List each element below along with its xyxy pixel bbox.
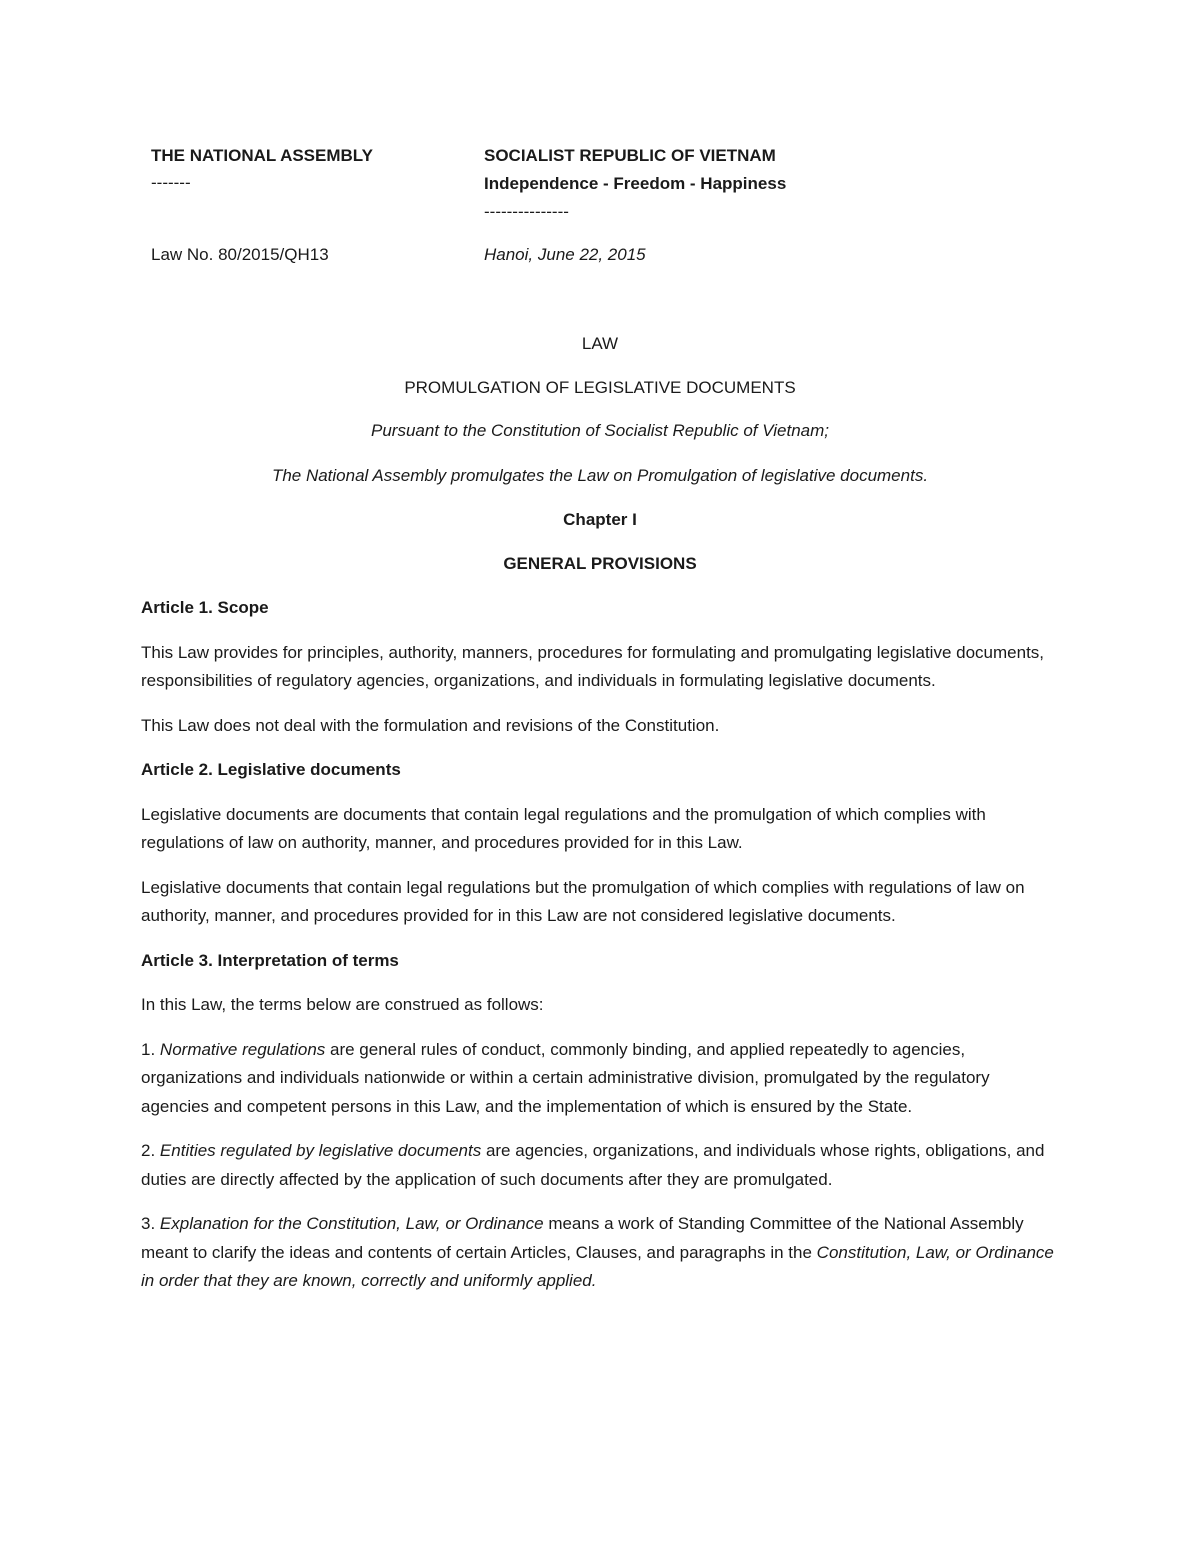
country-name: SOCIALIST REPUBLIC OF VIETNAM [484, 146, 776, 165]
article-2-paragraph-2: Legislative documents that contain legal regulations but the promulgation of which complies with regulations of law on authority, manner, and procedures provided for in this Law are not considered legislative documents. [141, 877, 1025, 925]
term-item-2 [141, 1137, 1059, 1194]
chapter-label: Chapter I [563, 510, 637, 529]
term-item-1 [141, 1036, 1059, 1122]
term-number: 2. [141, 1141, 156, 1160]
law-number: Law No. 80/2015/QH13 [151, 245, 329, 264]
article-1-heading: Article 1. Scope [141, 598, 269, 617]
term-name: Entities regulated by legislative documents [159, 1141, 482, 1160]
term-definition: are general rules of conduct, commonly binding, and applied repeatedly to agencies, organizations and individuals nationwide or within a certain administrative division, promulgated by the regulatory agencies and competent persons in this Law, and the implementation of which is ensured by the State. [141, 1039, 990, 1116]
term-definition: means a work of Standing Committee of the National Assembly meant to clarify the ideas and contents of certain Articles, Clauses, and paragraphs in the [141, 1214, 1024, 1262]
motto-rule: --------------- [484, 202, 569, 221]
article-3-intro: In this Law, the terms below are construed as follows: [141, 995, 544, 1014]
article-2-heading: Article 2. Legislative documents [141, 760, 401, 779]
term-definition: are agencies, organizations, and individuals whose rights, obligations, and duties are directly affected by the application of such documents after they are promulgated. [141, 1141, 1045, 1189]
term-number: 1. [141, 1039, 156, 1059]
term-number: 3. [141, 1214, 156, 1233]
place-date: Hanoi, June 22, 2015 [484, 245, 646, 264]
document-type: LAW [581, 334, 619, 353]
term-definition-tail: Constitution, Law, or Ordinance in order that they are known, correctly and uniformly applied. [141, 1242, 1054, 1290]
article-3-heading: Article 3. Interpretation of terms [141, 950, 399, 970]
term-name: Explanation for the Constitution, Law, or Ordinance [159, 1214, 544, 1233]
national-motto: Independence - Freedom - Happiness [484, 174, 787, 193]
article-1-paragraph-1: This Law provides for principles, authority, manners, procedures for formulating and promulgating legislative documents, responsibilities of regulatory agencies, organizations, and individuals in formulating legislative documents. [141, 642, 1045, 690]
promulgation-clause: The National Assembly promulgates the Law on Promulgation of legislative documents. [271, 465, 929, 485]
issuing-body: THE NATIONAL ASSEMBLY [151, 146, 373, 165]
issuing-body-rule: ------- [151, 173, 191, 192]
article-1-paragraph-2: This Law does not deal with the formulation and revisions of the Constitution. [141, 715, 720, 735]
article-2-paragraph-1: Legislative documents are documents that contain legal regulations and the promulgation of which complies with regulations of law on authority, manner, and procedures provided for in this Law. [141, 804, 986, 852]
term-item-3 [141, 1210, 1059, 1296]
chapter-name: GENERAL PROVISIONS [503, 553, 697, 573]
document-title: PROMULGATION OF LEGISLATIVE DOCUMENTS [404, 377, 796, 397]
pursuant-clause: Pursuant to the Constitution of Socialist Republic of Vietnam; [371, 421, 829, 440]
document-body [141, 330, 1059, 1312]
term-name: Normative regulations [159, 1039, 326, 1059]
